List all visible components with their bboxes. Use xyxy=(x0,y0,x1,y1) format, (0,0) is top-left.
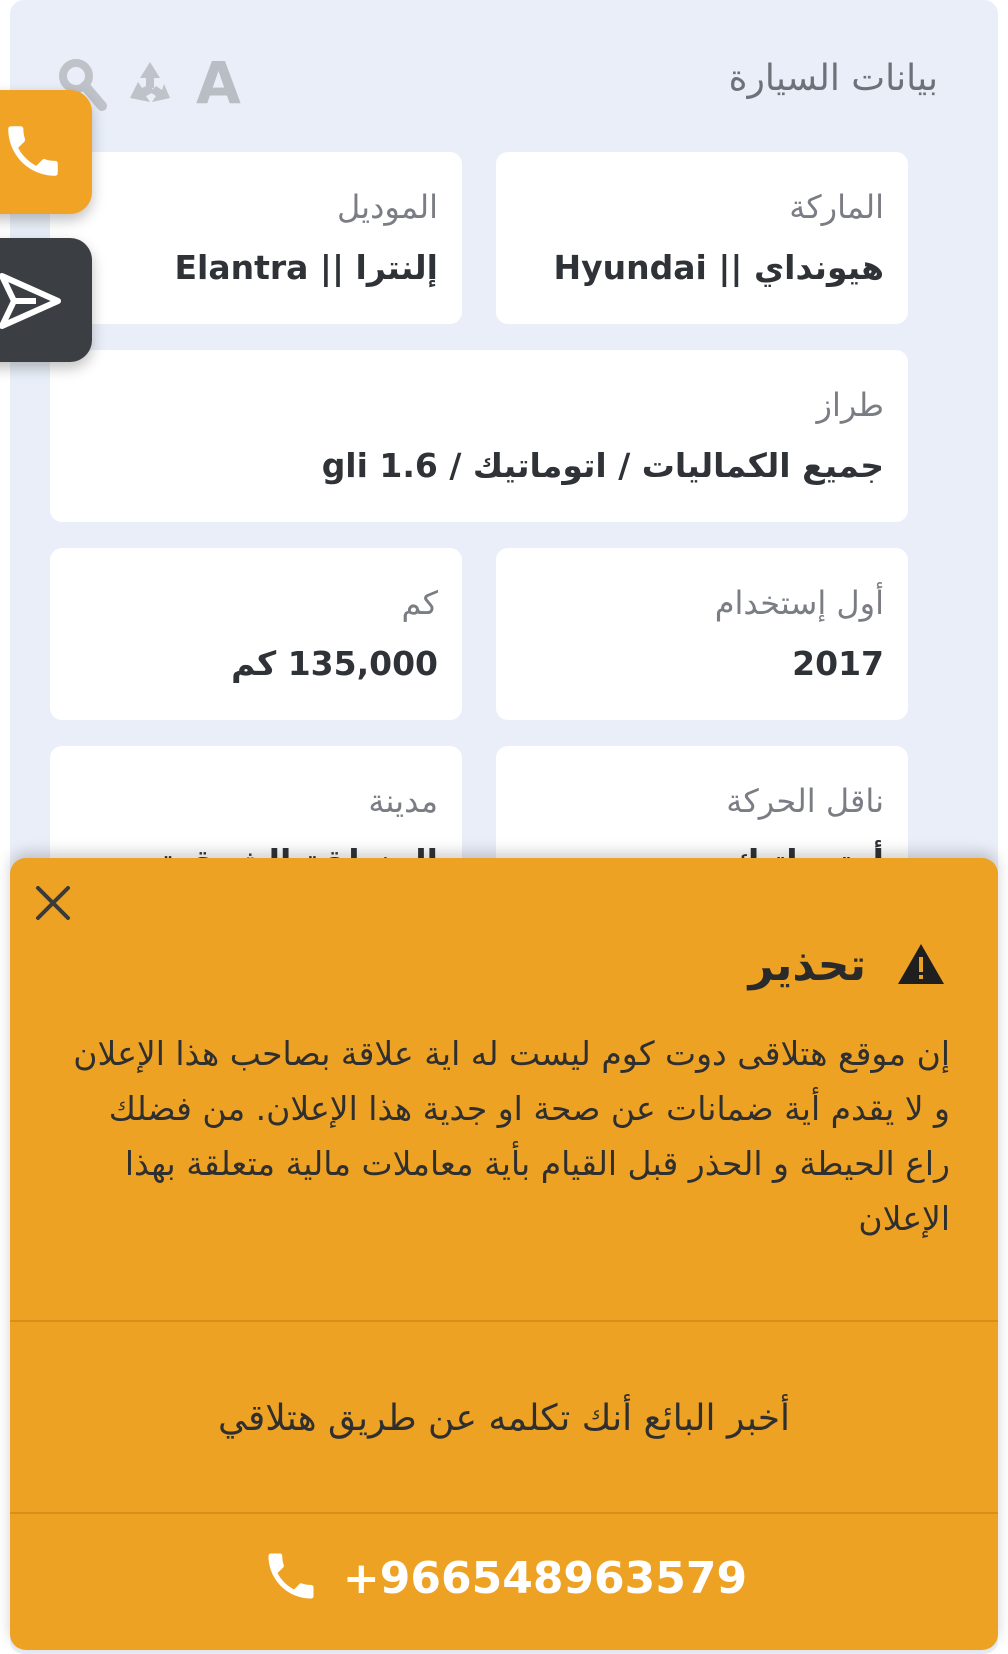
warning-title-row xyxy=(748,940,946,991)
call-seller-button[interactable] xyxy=(10,1518,998,1638)
first-use-value: 2017 xyxy=(792,644,884,683)
recycle-icon[interactable] xyxy=(124,58,176,114)
phone-number[interactable]: +966548963579 xyxy=(342,1552,748,1604)
divider xyxy=(10,1512,998,1514)
warning-body: إن موقع هتلاقى دوت كوم ليست له اية علاقة بصاحب هذا الإعلان و لا يقدم أية ضمانات عن صحة او جدية هذا الإعلان. من فضلك راع الحيطة و الحذر قبل القيام بأية معاملات مالية متعلقة بهذا الإعلان xyxy=(73,1034,950,1238)
trim-value: جميع الكماليات / اتوماتيك / gli 1.6 xyxy=(321,446,884,485)
warning-title: تحذير xyxy=(748,940,866,991)
tell-seller-note: أخبر البائع أنك تكلمه عن طريق هتلاقي xyxy=(218,1398,790,1439)
call-float-button[interactable] xyxy=(0,90,92,214)
first-use-label: أول إستخدام xyxy=(714,584,884,622)
model-value: إلنترا || Elantra xyxy=(174,248,438,287)
city-label: مدينة xyxy=(368,782,438,820)
trim-card xyxy=(50,350,908,522)
trim-label: طراز xyxy=(816,386,884,424)
warning-sheet xyxy=(10,858,998,1650)
section-title: بيانات السيارة xyxy=(728,58,938,99)
share-float-button[interactable] xyxy=(0,238,92,362)
send-icon xyxy=(0,268,66,338)
mileage-card xyxy=(50,548,462,720)
first-use-card xyxy=(496,548,908,720)
model-label: الموديل xyxy=(336,188,438,226)
mileage-value: 135,000 كم xyxy=(231,644,438,683)
make-card xyxy=(496,152,908,324)
mileage-label: كم xyxy=(401,584,438,622)
phone-icon xyxy=(261,1546,321,1610)
model-card xyxy=(50,152,462,324)
phone-icon xyxy=(0,118,66,188)
font-size-icon[interactable]: A xyxy=(196,49,241,117)
warning-triangle-icon xyxy=(896,942,946,990)
transmission-label: ناقل الحركة xyxy=(726,782,884,820)
make-value: هيونداي || Hyundai xyxy=(553,248,884,287)
close-icon[interactable] xyxy=(30,880,76,926)
divider xyxy=(10,1320,998,1322)
make-label: الماركة xyxy=(789,188,884,226)
